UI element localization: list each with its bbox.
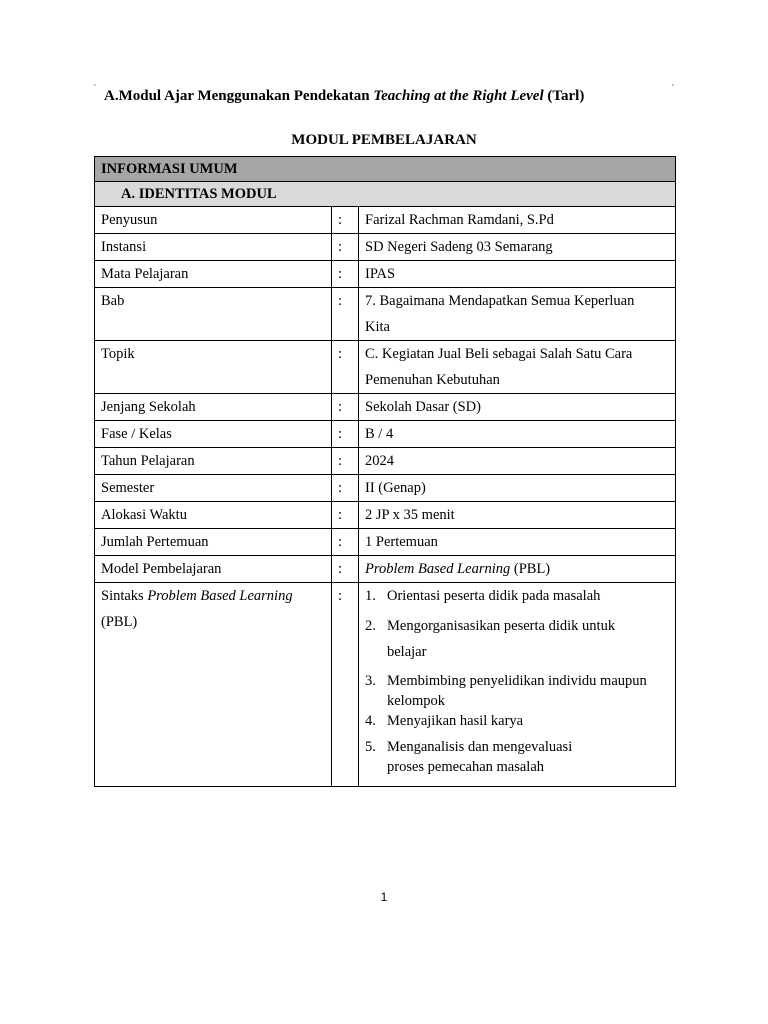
table-row <box>95 341 676 394</box>
row-colon: : <box>332 583 359 787</box>
row-colon: : <box>332 234 359 261</box>
row-colon: : <box>332 529 359 556</box>
sintaks-label-line2: (PBL) <box>101 614 138 630</box>
step-text: Membimbing penyelidikan individu maupun <box>387 673 647 689</box>
corner-mark-left: ' <box>94 83 96 94</box>
row-colon: : <box>332 448 359 475</box>
heading-italic: Teaching at the Right Level <box>373 88 544 104</box>
document-title: MODUL PEMBELAJARAN <box>291 132 477 148</box>
row-label: Jumlah Pertemuan <box>95 529 332 556</box>
row-value-suffix: (PBL) <box>510 561 551 577</box>
row-value-line2: Kita <box>365 319 390 335</box>
list-item <box>359 583 675 609</box>
row-value: IPAS <box>359 261 676 288</box>
table-row <box>95 288 676 341</box>
row-colon: : <box>332 556 359 583</box>
sintaks-label <box>95 583 332 787</box>
row-label: Mata Pelajaran <box>95 261 332 288</box>
step-number: 3. <box>365 673 376 689</box>
row-label: Topik <box>95 341 332 394</box>
table-row <box>95 475 676 502</box>
row-label: Model Pembelajaran <box>95 556 332 583</box>
module-heading <box>104 88 664 105</box>
sintaks-label-italic: Problem Based Learning <box>147 588 293 604</box>
step-number: 4. <box>365 713 376 729</box>
row-label: Jenjang Sekolah <box>95 394 332 421</box>
row-label: Instansi <box>95 234 332 261</box>
row-label: Penyusun <box>95 207 332 234</box>
row-value-line1: 7. Bagaimana Mendapatkan Semua Keperluan <box>365 293 635 309</box>
table-row <box>95 421 676 448</box>
section-header: INFORMASI UMUM <box>95 157 676 182</box>
row-colon: : <box>332 207 359 234</box>
table-row <box>95 448 676 475</box>
row-value: SD Negeri Sadeng 03 Semarang <box>359 234 676 261</box>
row-value: 1 Pertemuan <box>359 529 676 556</box>
table-row <box>95 556 676 583</box>
step-text: Menyajikan hasil karya <box>387 713 524 729</box>
row-value-italic: Problem Based Learning <box>365 561 511 577</box>
sintaks-label-prefix: Sintaks <box>101 588 148 604</box>
row-colon: : <box>332 394 359 421</box>
sintaks-steps-list <box>359 583 675 777</box>
row-label: Semester <box>95 475 332 502</box>
row-value-line1: C. Kegiatan Jual Beli sebagai Salah Satu Cara <box>365 346 633 362</box>
step-text-line2: kelompok <box>387 693 445 709</box>
subsection-header-row <box>95 182 676 207</box>
heading-prefix: A.Modul Ajar Menggunakan Pendekatan <box>104 88 374 104</box>
row-label: Bab <box>95 288 332 341</box>
corner-mark-right: ' <box>672 83 674 94</box>
module-identity-table <box>94 156 676 787</box>
row-label: Fase / Kelas <box>95 421 332 448</box>
table-row <box>95 207 676 234</box>
sintaks-row <box>95 583 676 787</box>
table-row <box>95 394 676 421</box>
row-value <box>359 288 676 341</box>
row-label: Alokasi Waktu <box>95 502 332 529</box>
step-text: Mengorganisasikan peserta didik untuk <box>387 618 616 634</box>
step-text: Orientasi peserta didik pada masalah <box>387 588 601 604</box>
table-row <box>95 502 676 529</box>
step-number: 1. <box>365 588 376 604</box>
step-text-line2: belajar <box>387 644 427 660</box>
row-value <box>359 341 676 394</box>
row-value <box>359 556 676 583</box>
row-label: Tahun Pelajaran <box>95 448 332 475</box>
row-value: II (Genap) <box>359 475 676 502</box>
row-colon: : <box>332 421 359 448</box>
list-item <box>359 613 675 665</box>
page-number: 1 <box>380 890 388 904</box>
section-header-row <box>95 157 676 182</box>
list-item <box>359 671 675 711</box>
row-value: 2024 <box>359 448 676 475</box>
step-text-line2: proses pemecahan masalah <box>387 759 545 775</box>
step-number: 2. <box>365 618 376 634</box>
list-item <box>359 737 675 777</box>
row-value: Farizal Rachman Ramdani, S.Pd <box>359 207 676 234</box>
row-colon: : <box>332 288 359 341</box>
row-value: B / 4 <box>359 421 676 448</box>
sintaks-steps-cell <box>359 583 676 787</box>
row-colon: : <box>332 261 359 288</box>
row-colon: : <box>332 502 359 529</box>
table-row <box>95 261 676 288</box>
heading-suffix: (Tarl) <box>543 88 585 104</box>
row-value: 2 JP x 35 menit <box>359 502 676 529</box>
step-text: Menganalisis dan mengevaluasi <box>387 739 573 755</box>
subsection-header: A. IDENTITAS MODUL <box>95 182 676 207</box>
list-item <box>359 711 675 731</box>
row-colon: : <box>332 475 359 502</box>
table-row <box>95 234 676 261</box>
step-number: 5. <box>365 739 376 755</box>
row-value: Sekolah Dasar (SD) <box>359 394 676 421</box>
row-colon: : <box>332 341 359 394</box>
table-row <box>95 529 676 556</box>
row-value-line2: Pemenuhan Kebutuhan <box>365 372 500 388</box>
